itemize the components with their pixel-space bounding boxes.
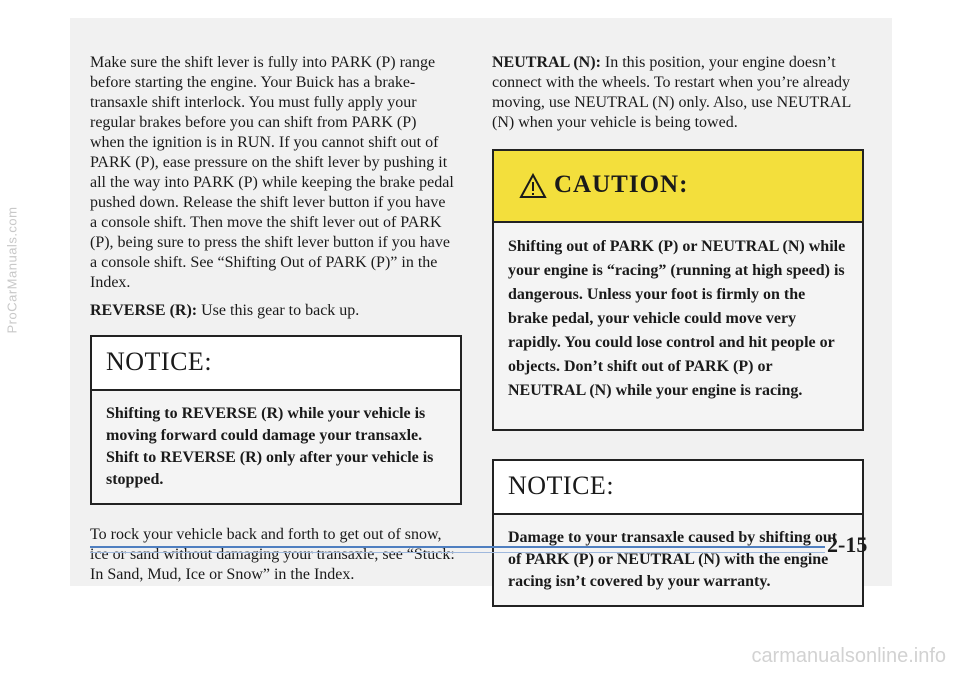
caution-box — [492, 149, 864, 431]
left-column — [90, 53, 455, 593]
caution-title: CAUTION: — [554, 171, 689, 198]
reverse-text: Use this gear to back up. — [197, 302, 360, 319]
notice-title: NOTICE: — [92, 337, 460, 391]
caution-body: Shifting out of PARK (P) or NEUTRAL (N) while your engine is “racing” (running at high speed) is dangerous. Unless your foot is firmly on the brake pedal, your vehicle could move very rapidly. You could lose control and hit people or objects. Don’t shift out of PARK (P) or NEUTRAL (N) while your engine is racing. — [494, 223, 862, 429]
footer-watermark-url: carmanualsonline.info — [751, 645, 946, 667]
warning-triangle-icon — [519, 173, 547, 199]
side-watermark — [2, 120, 22, 420]
neutral-text: In this position, your engine doesn’t connect with the wheels. To restart when you’re already moving, use NEUTRAL (N) only. Also, use NEUTRAL (N) when your vehicle is being towed. — [492, 54, 851, 131]
side-watermark-text: ProCarManuals.com — [4, 206, 20, 334]
shift-interlock-paragraph: Make sure the shift lever is fully into PARK (P) range before starting the engine. Your Buick has a brake-transaxle shift interlock. You must fully apply your regular brakes before you can shift from PARK (P) when the ignition is in RUN. If you cannot shift out of PARK (P), ease pressure on the shift lever by pushing it all the way into PARK (P) while keeping the brake pedal pushed down. Release the shift lever button if you have a console shift. Then move the shift lever out of PARK (P), being sure to press the shift lever button if you have a console shift. See “Shifting Out of PARK (P)” in the Index. — [90, 54, 454, 291]
footer-rule-thin — [90, 552, 825, 553]
notice-body: Damage to your transaxle caused by shifting out of PARK (P) or NEUTRAL (N) with the engine racing isn’t covered by your warranty. — [494, 515, 862, 605]
footer-rule — [90, 546, 825, 548]
reverse-label: REVERSE (R): — [90, 302, 198, 319]
rocking-paragraph: To rock your vehicle back and forth to get out of snow, ice or sand without damaging your transaxle, see “Stuck: In Sand, Mud, Ice or Snow” in the Index. — [90, 526, 455, 583]
manual-page — [70, 18, 892, 590]
neutral-paragraph — [492, 53, 857, 133]
notice-body: Shifting to REVERSE (R) while your vehicle is moving forward could damage your transaxle. Shift to REVERSE (R) only after your vehicle is stopped. — [92, 391, 460, 503]
neutral-label: NEUTRAL (N): — [492, 54, 601, 71]
caution-header — [494, 151, 862, 223]
page-number: 2-15 — [827, 532, 868, 557]
notice-box-neutral — [492, 459, 864, 607]
reverse-paragraph — [90, 301, 455, 321]
notice-title: NOTICE: — [494, 461, 862, 515]
notice-box-reverse — [90, 335, 462, 505]
right-column — [492, 53, 857, 607]
